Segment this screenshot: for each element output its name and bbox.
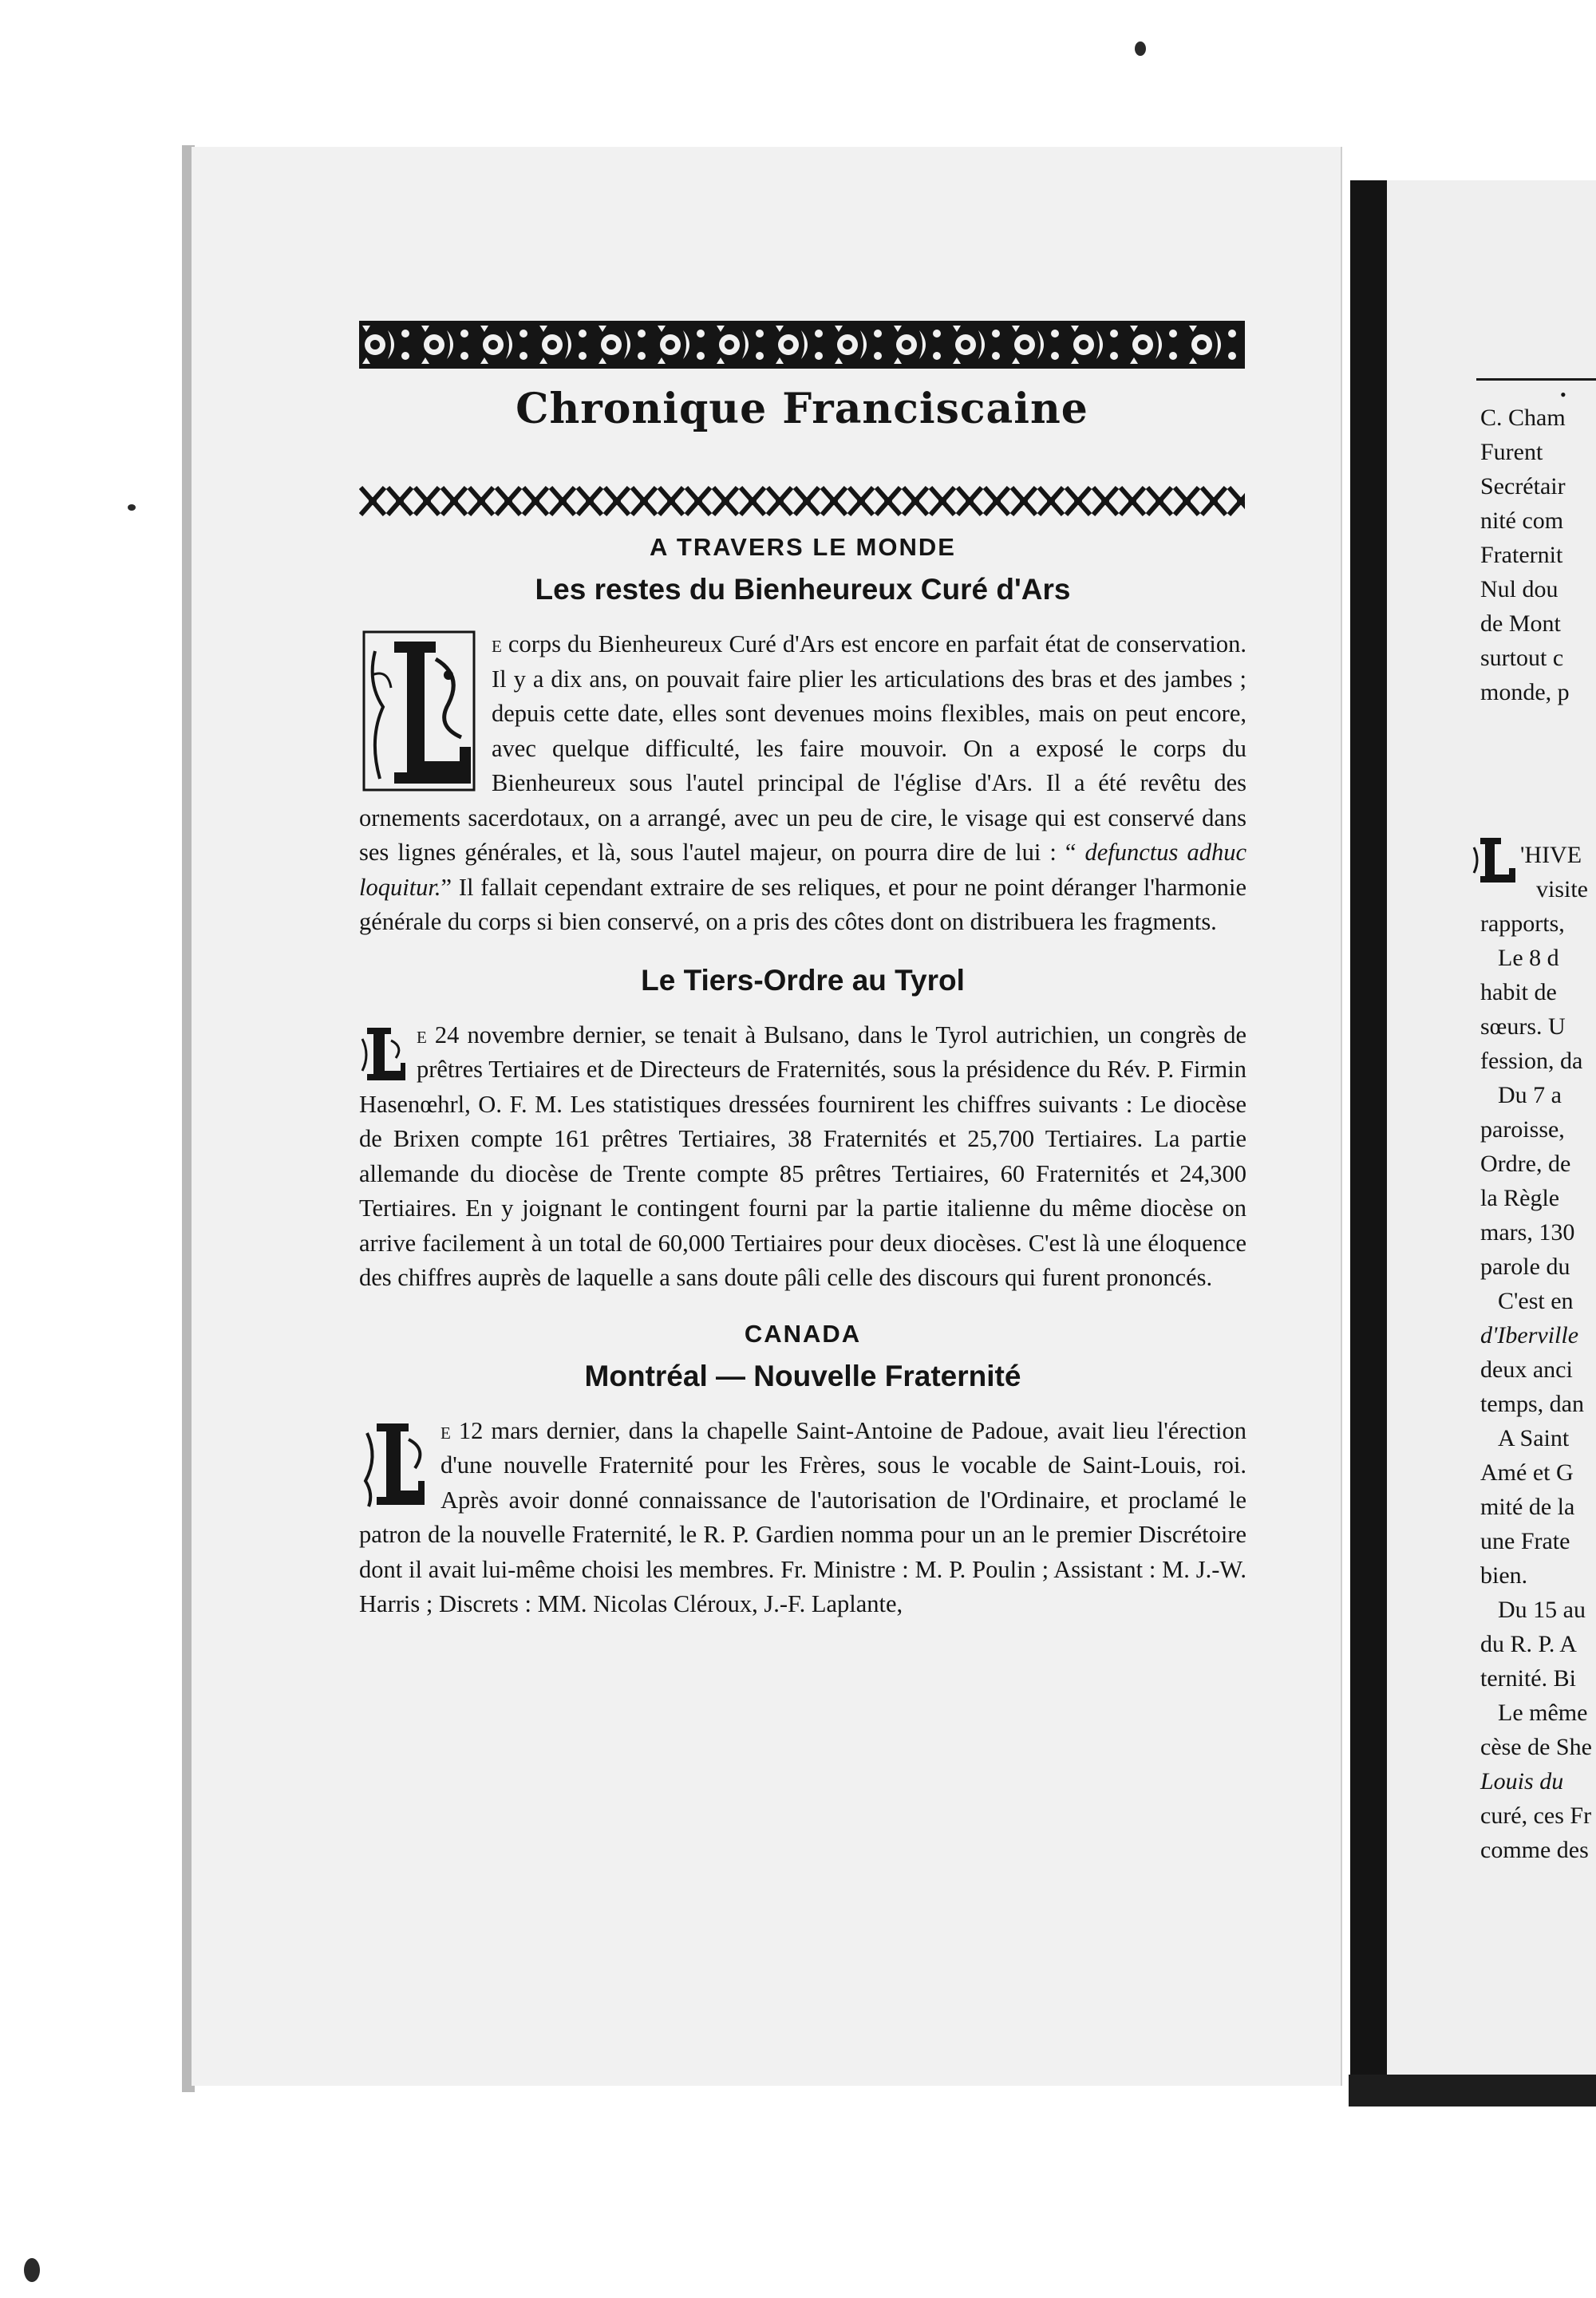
ornament-band-top — [359, 321, 1245, 369]
right-line: ternité. Bi — [1480, 1665, 1576, 1692]
article-title-cure-ars: Les restes du Bienheureux Curé d'Ars — [535, 573, 1071, 606]
right-line: fession, da — [1480, 1048, 1583, 1074]
right-line: surtout c — [1480, 645, 1564, 671]
right-line: Amé et G — [1480, 1459, 1574, 1486]
right-page-block-2 — [1480, 906, 1592, 1867]
right-line: Du 15 au — [1498, 1597, 1586, 1623]
right-line: C. Cham — [1480, 405, 1566, 431]
right-line: nité com — [1480, 507, 1564, 534]
book-spine — [1350, 180, 1387, 2095]
scan-speck — [24, 2258, 40, 2282]
right-line: du R. P. A — [1480, 1631, 1577, 1657]
paragraph-text-tyrol: 24 novembre dernier, se tenait à Bulsano, dans le Tyrol autrichien, un congrès de prêtres Tertiaires et de Directeurs de Fraternités, sous la présidence du Rév. P. Firmin Hasenœhrl, O. F. M. Les statistiques dressées fournirent les chiffres suivants : Le diocèse de Brixen compte 161 prêtres Tertiaires, 38 Fraternités et 25,700 Tertiaires. La partie allemande du diocèse de Trente compte 85 prêtres Tertiaires, 60 Fraternités et 24,300 Tertiaires. En y joignant le contingent fourni par la partie italienne du même diocèse on arrive facilement à un total de 60,000 Tertiaires pour deux diocèses. C'est là une éloquence des chiffres auprès de laquelle a sans doute pâli celle des discours qui furent prononcés. — [359, 1021, 1246, 1291]
scan-speck — [1135, 41, 1146, 56]
right-ornate-initial-l-icon — [1472, 835, 1519, 886]
right-line: d'Iberville — [1480, 1322, 1579, 1348]
right-line: mité de la — [1480, 1494, 1575, 1520]
right-line: paroisse, — [1480, 1116, 1565, 1143]
paragraph-text-part2: ” Il fallait cependant extraire de ses reliques, et pour ne point déranger l'harmonie générale du corps si bien conservé, on a pris des côtes dont on distribuera les fragments. — [359, 873, 1246, 935]
ornate-initial-l-medium-icon — [359, 1417, 429, 1511]
right-line: monde, p — [1480, 679, 1570, 705]
right-line: temps, dan — [1480, 1391, 1584, 1417]
article-title-montreal: Montréal — Nouvelle Fraternité — [584, 1359, 1021, 1392]
paragraph-text-montreal: 12 mars dernier, dans la chapelle Saint-Antoine de Padoue, avait lieu l'érection d'une nouvelle Fraternité pour les Frères, sous le vocable de Saint-Louis, roi. Après avoir donné connaissance de l'autorisation de l'Ordinaire, et proclamé le patron de la nouvelle Fraternité, le R. P. Gardien nomma pour un an le premier Discrétoire dont il avait lui-même choisi les membres. Fr. Ministre : M. P. Poulin ; Assistant : M. J.-W. Harris ; Discrets : MM. Nicolas Cléroux, J.-F. Laplante, — [359, 1416, 1246, 1617]
right-line: C'est en — [1498, 1288, 1574, 1314]
paragraph-text-part1: corps du Bienheureux Curé d'Ars est encore en parfait état de conservation. Il y a dix ans, on pouvait faire plier les articulations des bras et des jambes ; depuis cette date, elles sont devenues moins flexibles, mais on peut encore, avec quelque difficulté, les faire mouvoir. On a exposé le corps du Bienheureux sous l'autel principal de l'église d'Ars. Il a été revêtu des ornements sacerdotaux, on a arrangé, avec un peu de cire, le visage qui est conservé dans ses lignes générales, et là, sous l'autel majeur, on pourra dire de lui : “ — [359, 630, 1246, 866]
right-line: de Mont — [1480, 610, 1561, 637]
right-line: Nul dou — [1480, 576, 1558, 602]
article-paragraph-cure-ars — [359, 627, 1246, 940]
right-line: Fraternit — [1480, 542, 1563, 568]
right-line: Le 8 d — [1498, 945, 1559, 971]
right-line: habit de — [1480, 979, 1557, 1005]
section-heading-canada: CANADA — [744, 1319, 862, 1348]
right-line: A Saint — [1498, 1425, 1570, 1451]
right-line: parole du — [1480, 1254, 1570, 1280]
ornament-band-middle — [359, 484, 1245, 518]
right-line: Louis du — [1480, 1768, 1564, 1795]
right-line: Ordre, de — [1480, 1151, 1571, 1177]
right-line: Secrétair — [1480, 473, 1566, 499]
article-paragraph-montreal — [359, 1414, 1246, 1622]
right-line: sœurs. U — [1480, 1013, 1566, 1040]
ornate-initial-l-icon — [359, 627, 479, 795]
section-heading-world: A TRAVERS LE MONDE — [650, 533, 956, 561]
right-line: cèse de She — [1480, 1734, 1592, 1760]
right-line: Le même — [1498, 1700, 1588, 1726]
right-line: rapports, — [1480, 910, 1565, 937]
first-word-rest-montreal: e — [440, 1416, 451, 1444]
article-title-tyrol: Le Tiers-Ordre au Tyrol — [641, 963, 965, 997]
right-line: curé, ces Fr — [1480, 1802, 1592, 1829]
right-line: Furent — [1480, 439, 1543, 465]
right-line: comme des — [1480, 1837, 1589, 1863]
right-page-dot: • — [1560, 385, 1566, 405]
scan-speck — [128, 504, 136, 511]
book-base — [1349, 2075, 1596, 2106]
article-body — [359, 533, 1246, 1646]
first-word-rest-tyrol: e — [417, 1021, 427, 1048]
first-word-rest: e — [492, 630, 502, 657]
right-line: la Règle — [1480, 1185, 1560, 1211]
right-page-block-1 — [1480, 401, 1570, 709]
article-paragraph-tyrol — [359, 1018, 1246, 1296]
ornate-initial-l-small-icon — [359, 1023, 409, 1085]
right-line: Du 7 a — [1498, 1082, 1562, 1108]
right-page-line-visite: visite — [1536, 876, 1588, 902]
right-line: deux anci — [1480, 1356, 1573, 1383]
right-page-line-hive: 'HIVE — [1520, 842, 1582, 868]
right-line: mars, 130 — [1480, 1219, 1575, 1246]
right-line: bien. — [1480, 1562, 1528, 1589]
right-page-rule — [1476, 378, 1596, 381]
latin-quote: defunctus adhuc loquitur. — [359, 839, 1246, 901]
page-title: Chronique Franciscaine — [516, 385, 1088, 433]
right-line: une Frate — [1480, 1528, 1570, 1554]
